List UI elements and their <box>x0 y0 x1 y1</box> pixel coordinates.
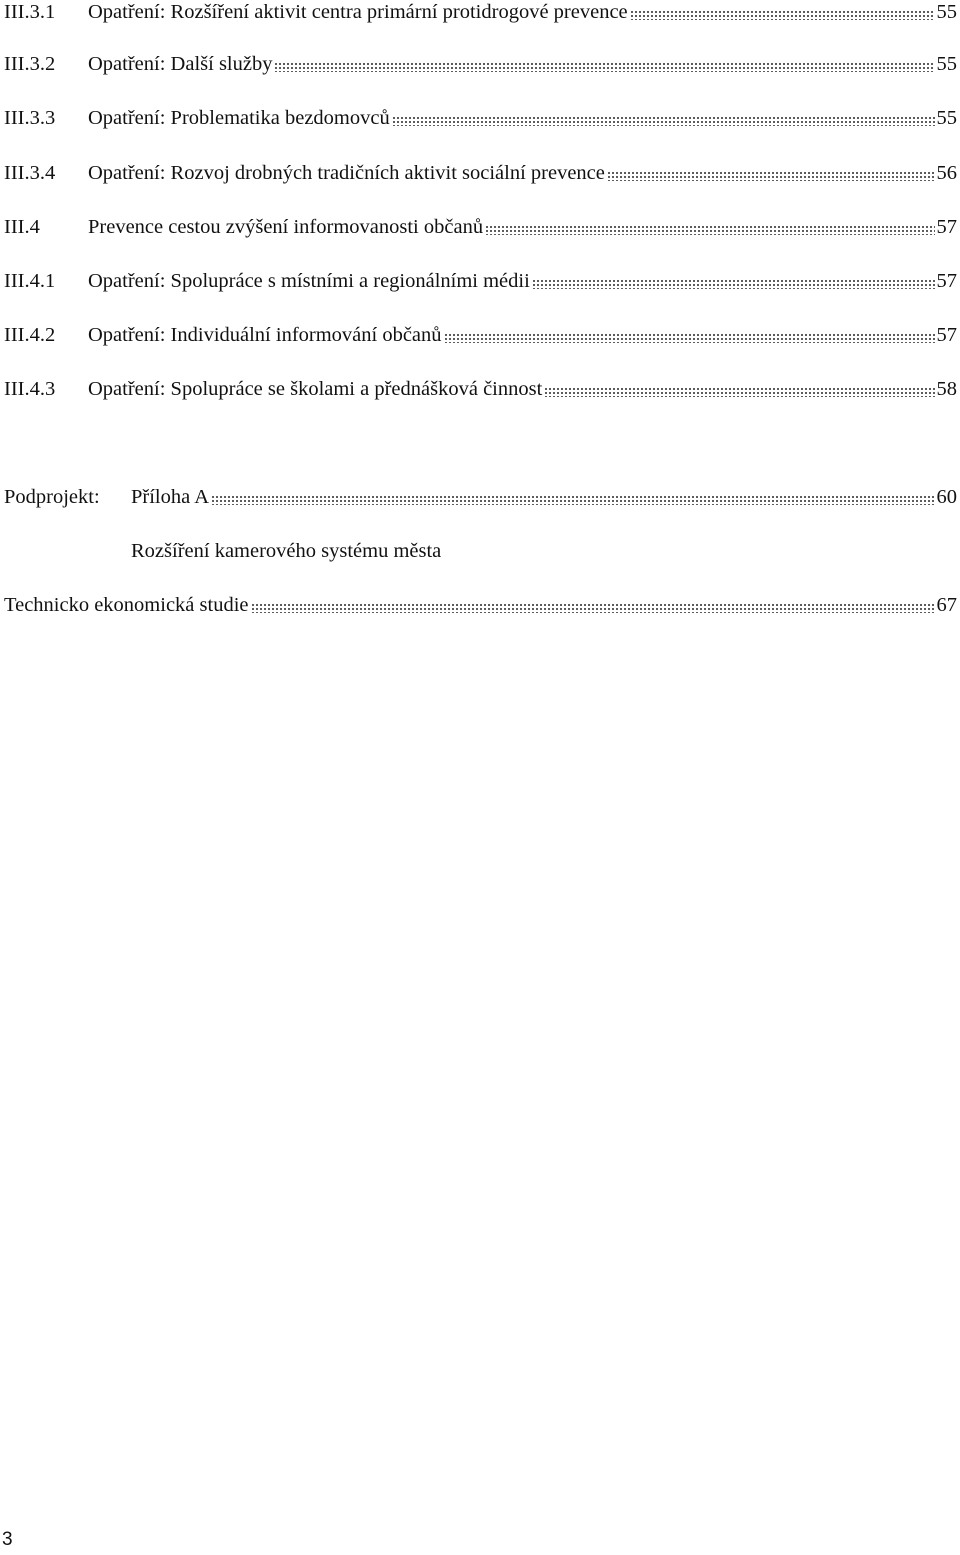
dot-leader <box>544 387 934 397</box>
toc-entry-subproject[interactable] <box>0 482 960 512</box>
toc-entry-page: 55 <box>936 107 957 129</box>
toc-entry-iii-3-3[interactable] <box>0 103 960 133</box>
dot-leader <box>607 171 935 181</box>
dot-leader <box>630 10 935 20</box>
toc-entry-page: 55 <box>936 53 957 75</box>
toc-entry-number: III.3.2 <box>4 53 56 75</box>
subproject-subtitle-row <box>0 536 960 566</box>
study-title: Technicko ekonomická studie <box>4 594 249 616</box>
subproject-subtitle: Rozšíření kamerového systému města <box>131 540 442 562</box>
toc-entry-page: 57 <box>936 324 957 346</box>
dot-leader <box>211 495 934 505</box>
toc-entry-title: Opatření: Rozšíření aktivit centra primární protidrogové prevence <box>88 1 628 23</box>
toc-entry-study[interactable] <box>0 590 960 620</box>
toc-entry-title: Opatření: Individuální informování občanů <box>88 324 442 346</box>
toc-entry-number: III.4.3 <box>4 378 56 400</box>
subproject-title: Příloha A <box>131 486 210 508</box>
dot-leader <box>251 603 935 613</box>
toc-entry-number: III.4 <box>4 216 40 238</box>
toc-entry-number: III.4.1 <box>4 270 56 292</box>
toc-entry-number: III.3.3 <box>4 107 56 129</box>
toc-entry-iii-4-2[interactable] <box>0 320 960 350</box>
toc-entry-page: 57 <box>936 216 957 238</box>
dot-leader <box>274 62 934 72</box>
toc-entry-page: 57 <box>936 270 957 292</box>
toc-entry-page: 58 <box>936 378 957 400</box>
toc-entry-iii-4-3[interactable] <box>0 374 960 404</box>
page-number: 3 <box>2 1529 13 1550</box>
subproject-label: Podprojekt: <box>4 486 100 508</box>
toc-entry-title: Opatření: Spolupráce se školami a přednášková činnost <box>88 378 543 400</box>
dot-leader <box>485 225 934 235</box>
study-page: 67 <box>936 594 957 616</box>
toc-entry-number: III.4.2 <box>4 324 56 346</box>
toc-entry-iii-4-1[interactable] <box>0 266 960 296</box>
toc-entry-iii-3-2[interactable] <box>0 49 960 79</box>
toc-entry-title: Opatření: Další služby <box>88 53 273 75</box>
toc-entry-title: Opatření: Rozvoj drobných tradičních aktivit sociální prevence <box>88 162 605 184</box>
toc-entry-number: III.3.1 <box>4 1 56 23</box>
subproject-page: 60 <box>936 486 957 508</box>
toc-entry-iii-3-1[interactable] <box>0 0 960 27</box>
toc-entry-title: Prevence cestou zvýšení informovanosti občanů <box>88 216 484 238</box>
toc-entry-number: III.3.4 <box>4 162 56 184</box>
toc-entry-title: Opatření: Problematika bezdomovců <box>88 107 390 129</box>
toc-entry-page: 55 <box>936 1 957 23</box>
dot-leader <box>392 116 935 126</box>
dot-leader <box>444 333 935 343</box>
toc-entry-iii-3-4[interactable] <box>0 158 960 188</box>
toc-entry-iii-4[interactable] <box>0 212 960 242</box>
toc-entry-title: Opatření: Spolupráce s místními a regionálními médii <box>88 270 530 292</box>
toc-entry-page: 56 <box>936 162 957 184</box>
dot-leader <box>532 279 935 289</box>
